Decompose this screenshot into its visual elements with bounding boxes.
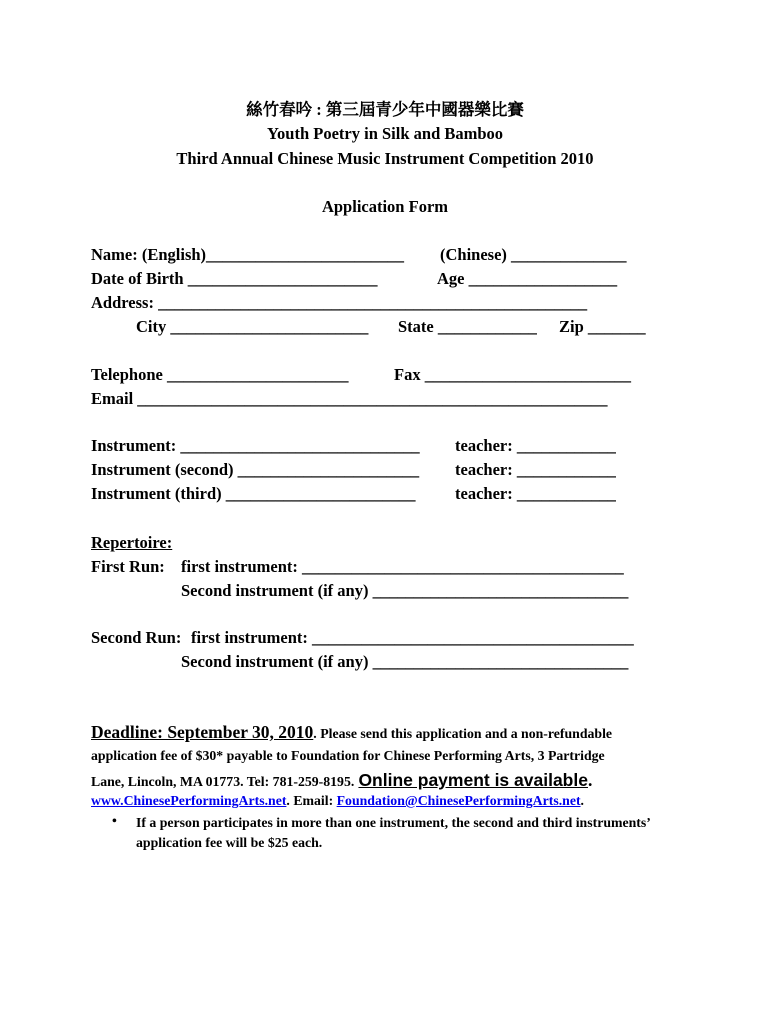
english-title: Youth Poetry in Silk and Bamboo bbox=[266, 124, 504, 143]
teacher-third-field[interactable]: teacher: ____________ bbox=[455, 484, 616, 503]
second-run-label: Second Run: bbox=[91, 628, 182, 647]
form-title: Application Form bbox=[321, 197, 449, 216]
teacher-first-field[interactable]: teacher: ____________ bbox=[455, 436, 616, 455]
online-payment-note: Online payment is available bbox=[358, 770, 588, 790]
deadline-text-1: . Please send this application and a non-refundable bbox=[313, 726, 613, 741]
email-period: . bbox=[580, 793, 584, 808]
age-field[interactable]: Age __________________ bbox=[437, 269, 618, 288]
name-english-field[interactable]: Name: (English)________________________ bbox=[91, 245, 405, 264]
first-run-second-instrument-field[interactable]: Second instrument (if any) _______________________________ bbox=[181, 581, 629, 600]
bullet-icon: • bbox=[112, 813, 117, 828]
deadline-text-2: application fee of $30* payable to Foundation for Chinese Performing Arts, 3 Partridge bbox=[91, 748, 605, 763]
chinese-title: 絲竹春吟 : 第三屆青少年中國器樂比賽 bbox=[246, 100, 524, 119]
telephone-field[interactable]: Telephone ______________________ bbox=[91, 365, 349, 384]
instrument-third-field[interactable]: Instrument (third) _______________________ bbox=[91, 484, 416, 503]
deadline-label: Deadline: September 30, 2010 bbox=[91, 722, 314, 742]
state-field[interactable]: State ____________ bbox=[398, 317, 537, 336]
deadline-text-3: Lane, Lincoln, MA 01773. Tel: 781-259-8195. bbox=[91, 774, 355, 789]
fax-field[interactable]: Fax _________________________ bbox=[394, 365, 631, 384]
fee-note-bullet-item bbox=[112, 813, 672, 857]
email-label: . Email: bbox=[286, 793, 337, 808]
email-field[interactable]: Email _________________________________________________________ bbox=[91, 389, 608, 408]
competition-subtitle: Third Annual Chinese Music Instrument Competition 2010 bbox=[176, 149, 594, 168]
deadline-line-4 bbox=[91, 793, 584, 809]
date-of-birth-field[interactable]: Date of Birth _______________________ bbox=[91, 269, 378, 288]
name-chinese-field[interactable]: (Chinese) ______________ bbox=[440, 245, 627, 264]
second-run-second-instrument-field[interactable]: Second instrument (if any) _______________________________ bbox=[181, 652, 629, 671]
first-run-first-instrument-field[interactable]: first instrument: _______________________________________ bbox=[181, 557, 624, 576]
zip-field[interactable]: Zip _______ bbox=[559, 317, 646, 336]
repertoire-heading: Repertoire: bbox=[91, 533, 173, 552]
instrument-second-field[interactable]: Instrument (second) ______________________ bbox=[91, 460, 420, 479]
fee-note-text: If a person participates in more than one instrument, the second and third instruments’ application fee will be $25 each. bbox=[136, 815, 650, 850]
email-link[interactable]: Foundation@ChinesePerformingArts.net bbox=[336, 793, 581, 808]
website-link[interactable]: www.ChinesePerformingArts.net bbox=[91, 793, 287, 808]
city-field[interactable]: City ________________________ bbox=[136, 317, 369, 336]
teacher-second-field[interactable]: teacher: ____________ bbox=[455, 460, 616, 479]
deadline-line-1 bbox=[91, 722, 612, 743]
second-run-first-instrument-field[interactable]: first instrument: _______________________________________ bbox=[191, 628, 634, 647]
instrument-first-field[interactable]: Instrument: _____________________________ bbox=[91, 436, 420, 455]
deadline-line-3 bbox=[91, 770, 592, 791]
online-period: . bbox=[587, 770, 593, 790]
address-field[interactable]: Address: ____________________________________________________ bbox=[91, 293, 588, 312]
first-run-label: First Run: bbox=[91, 557, 165, 576]
